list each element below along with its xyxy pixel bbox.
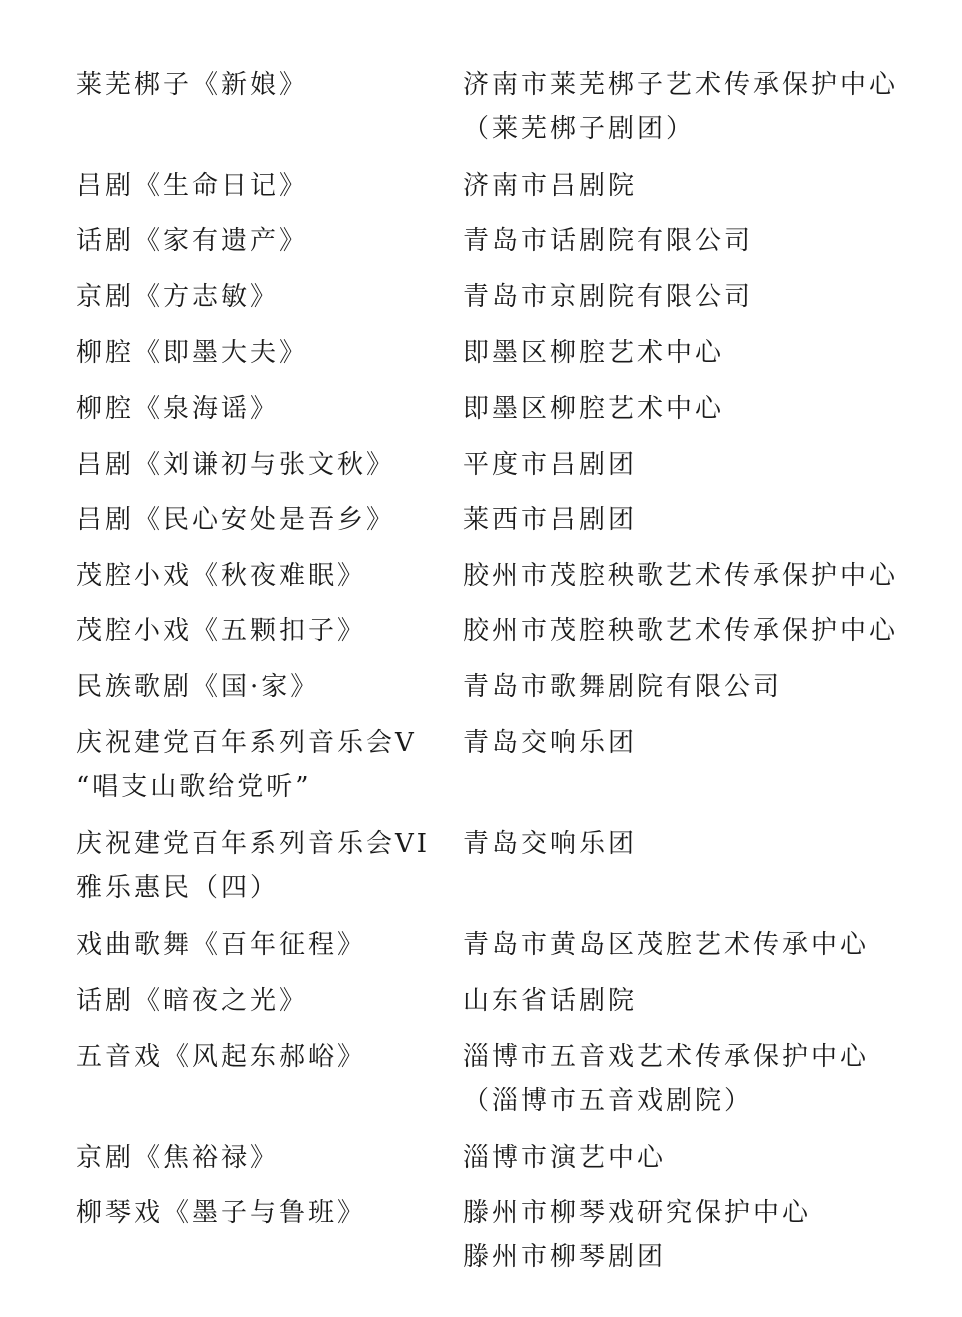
program-title: 民族歌剧《国·家》 bbox=[76, 672, 320, 702]
organization-name: 淄博市演艺中心 bbox=[463, 1143, 667, 1173]
organization-name: 胶州市茂腔秧歌艺术传承保护中心 bbox=[463, 561, 899, 591]
program-title: 京剧《焦裕禄》 bbox=[76, 1143, 280, 1173]
organization-name: 莱西市吕剧团 bbox=[463, 505, 638, 535]
organization-name: 青岛市歌舞剧院有限公司 bbox=[463, 672, 783, 702]
organization-name: 滕州市柳琴戏研究保护中心 滕州市柳琴剧团 bbox=[463, 1198, 812, 1272]
program-title: 话剧《家有遗产》 bbox=[76, 226, 309, 256]
program-title: 庆祝建党百年系列音乐会VI 雅乐惠民（四） bbox=[76, 829, 431, 903]
organization-name: 平度市吕剧团 bbox=[463, 450, 638, 480]
program-title: 戏曲歌舞《百年征程》 bbox=[76, 930, 367, 960]
program-title: 京剧《方志敏》 bbox=[76, 282, 280, 312]
organization-name: 青岛市黄岛区茂腔艺术传承中心 bbox=[463, 930, 870, 960]
organization-name: 青岛交响乐团 bbox=[463, 728, 638, 758]
program-title: 庆祝建党百年系列音乐会V “唱支山歌给党听” bbox=[76, 728, 417, 802]
organization-name: 济南市吕剧院 bbox=[463, 171, 638, 201]
organization-name: 济南市莱芜梆子艺术传承保护中心 （莱芜梆子剧团） bbox=[463, 70, 899, 144]
organization-name: 山东省话剧院 bbox=[463, 986, 638, 1016]
organization-name: 青岛市京剧院有限公司 bbox=[463, 282, 754, 312]
organization-name: 胶州市茂腔秧歌艺术传承保护中心 bbox=[463, 616, 899, 646]
program-title: 吕剧《刘谦初与张文秋》 bbox=[76, 450, 396, 480]
organization-name: 即墨区柳腔艺术中心 bbox=[463, 338, 725, 368]
program-title: 五音戏《风起东郝峪》 bbox=[76, 1042, 367, 1072]
organization-name: 即墨区柳腔艺术中心 bbox=[463, 394, 725, 424]
program-title: 话剧《暗夜之光》 bbox=[76, 986, 309, 1016]
program-title: 吕剧《民心安处是吾乡》 bbox=[76, 505, 396, 535]
program-title: 柳腔《即墨大夫》 bbox=[76, 338, 309, 368]
organization-name: 淄博市五音戏艺术传承保护中心 （淄博市五音戏剧院） bbox=[463, 1042, 870, 1116]
program-title: 茂腔小戏《秋夜难眠》 bbox=[76, 561, 367, 591]
organization-name: 青岛交响乐团 bbox=[463, 829, 638, 859]
program-title: 茂腔小戏《五颗扣子》 bbox=[76, 616, 367, 646]
program-title: 吕剧《生命日记》 bbox=[76, 171, 309, 201]
program-title: 柳琴戏《墨子与鲁班》 bbox=[76, 1198, 367, 1228]
organization-name: 青岛市话剧院有限公司 bbox=[463, 226, 754, 256]
program-title: 柳腔《泉海谣》 bbox=[76, 394, 280, 424]
program-title: 莱芜梆子《新娘》 bbox=[76, 70, 309, 100]
